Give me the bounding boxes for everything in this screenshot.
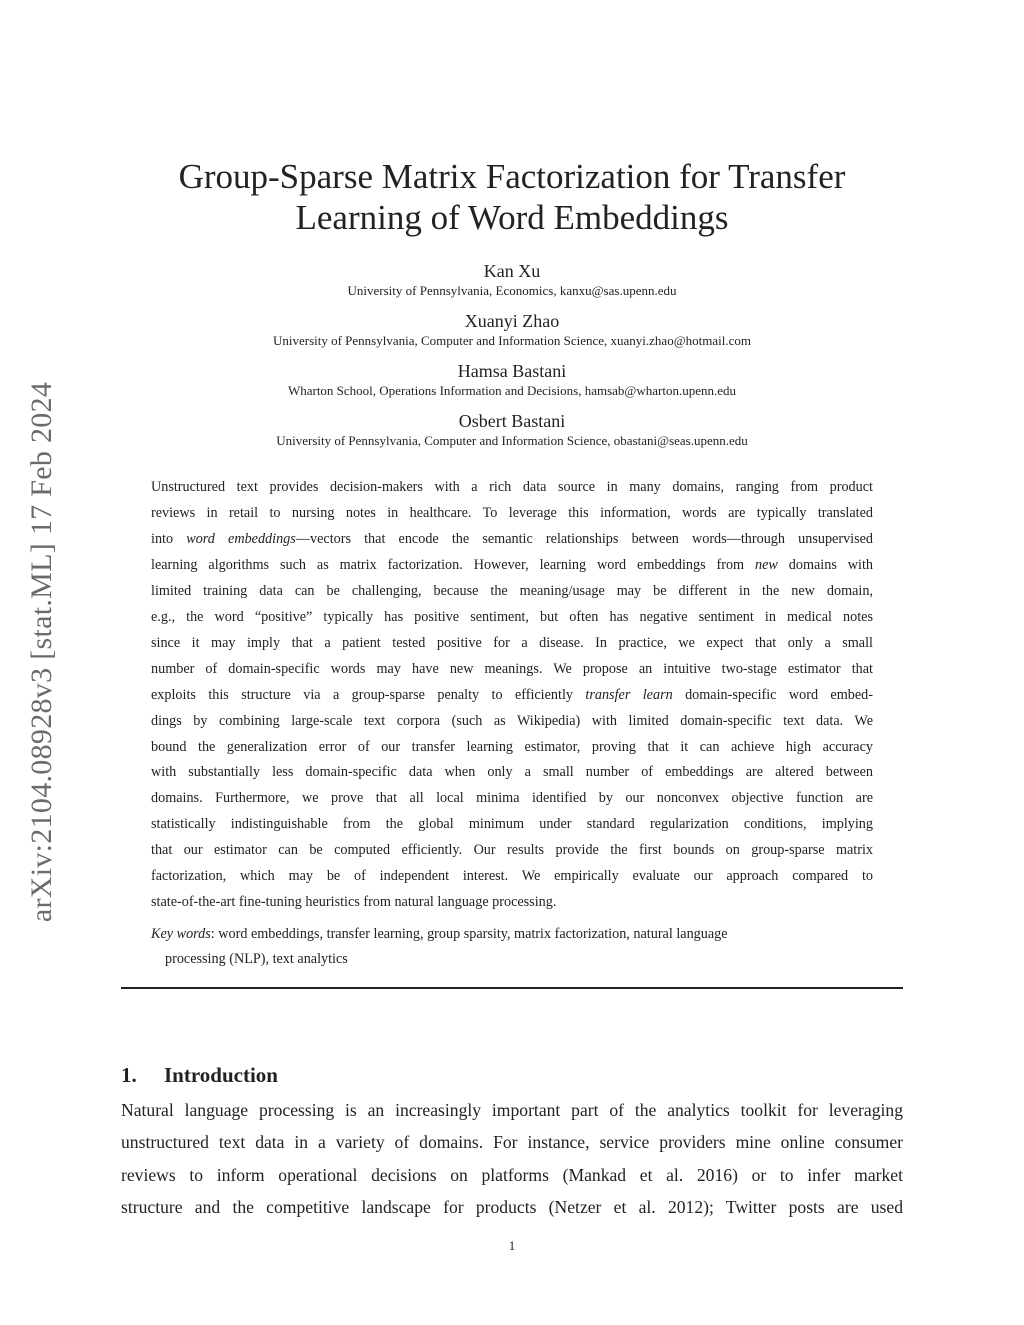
keywords-label: Key words [151, 926, 211, 942]
abstract-emphasis: transfer learn [585, 686, 673, 703]
section-heading [121, 1062, 278, 1088]
abstract-line: since it may imply that a patient tested positive for a disease. In practice, we expect that only a small [151, 634, 873, 651]
abstract-line-text: into [151, 530, 187, 547]
abstract-line: statistically indistinguishable from the global minimum under standard regularization conditions, implying [151, 816, 873, 833]
author-affiliation: University of Pennsylvania, Economics, kanxu@sas.upenn.edu [347, 283, 677, 298]
abstract-line [151, 553, 873, 579]
abstract-line-text: domains with [777, 556, 873, 573]
author-entry [0, 360, 1024, 399]
abstract-line: state-of-the-art fine-tuning heuristics from natural language processing. [151, 894, 557, 911]
body-line: structure and the competitive landscape for products (Netzer et al. 2012); Twitter posts are used [121, 1196, 903, 1217]
keywords-text: : word embeddings, transfer learning, group sparsity, matrix factorization, natural language [210, 926, 728, 942]
author-affiliation: Wharton School, Operations Information and Decisions, hamsab@wharton.upenn.edu [287, 383, 737, 398]
keywords-line [151, 922, 873, 947]
author-name: Kan Xu [483, 261, 541, 281]
abstract-line: reviews in retail to nursing notes in healthcare. To leverage this information, words are typically translated [151, 504, 873, 521]
abstract-line: factorization, which may be of independent interest. We empirically evaluate our approach compared to [151, 868, 873, 885]
author-affiliation: University of Pennsylvania, Computer and Information Science, xuanyi.zhao@hotmail.com [272, 333, 752, 348]
abstract-emphasis: new [755, 556, 778, 573]
abstract-line: that our estimator can be computed efficiently. Our results provide the first bounds on group-sparse matrix [151, 842, 873, 859]
abstract-line: e.g., the word “positive” typically has positive sentiment, but often has negative sentiment in medical notes [151, 608, 873, 625]
abstract-line-text: domain-specific word embed- [672, 686, 873, 703]
abstract-line: bound the generalization error of our transfer learning estimator, proving that it can achieve high accuracy [151, 738, 873, 755]
section-title: Introduction [164, 1063, 278, 1087]
abstract-line: Unstructured text provides decision-makers with a rich data source in many domains, ranging from product [151, 479, 873, 495]
abstract-line [151, 527, 873, 553]
abstract-line: with substantially less domain-specific data when only a small number of embeddings are altered between [151, 764, 873, 781]
abstract-line-text: exploits this structure via a group-sparse penalty to efficiently [151, 686, 586, 703]
arxiv-identifier-stamp: arXiv:2104.08928v3 [stat.ML] 17 Feb 2024 [25, 381, 58, 923]
abstract-line-text: —vectors that encode the semantic relationships between words—through unsupervised [295, 530, 874, 547]
abstract-line: domains. Furthermore, we prove that all local minima identified by our nonconvex objective function are [151, 790, 873, 807]
body-line: unstructured text data in a variety of domains. For instance, service providers mine online consumer [121, 1132, 903, 1153]
author-name: Xuanyi Zhao [464, 311, 560, 331]
body-line: reviews to inform operational decisions on platforms (Mankad et al. 2016) or to infer market [121, 1164, 903, 1185]
author-name: Hamsa Bastani [457, 361, 567, 381]
abstract-emphasis: word embeddings [186, 530, 296, 547]
title-line-2: Learning of Word Embeddings [295, 198, 729, 237]
author-name: Osbert Bastani [458, 411, 566, 431]
abstract-line: number of domain-specific words may have new meanings. We propose an intuitive two-stage estimator that [151, 660, 873, 677]
author-affiliation: University of Pennsylvania, Computer and Information Science, obastani@seas.upenn.edu [276, 433, 748, 448]
paper-title [0, 156, 1024, 238]
abstract-line-text: learning algorithms such as matrix factorization. However, learning word embeddings from [151, 556, 755, 573]
author-block [0, 260, 1024, 460]
title-line-1: Group-Sparse Matrix Factorization for Transfer [178, 157, 846, 196]
abstract-line: dings by combining large-scale text corpora (such as Wikipedia) with limited domain-specific text data. We [151, 712, 873, 729]
keywords-line: processing (NLP), text analytics [165, 951, 348, 967]
abstract-line [151, 683, 873, 709]
abstract [151, 475, 873, 916]
page-number: 1 [508, 1238, 516, 1253]
author-entry [0, 310, 1024, 349]
author-entry [0, 410, 1024, 449]
body-line: Natural language processing is an increasingly important part of the analytics toolkit for leveraging [121, 1100, 903, 1120]
keywords [151, 922, 873, 972]
abstract-line: limited training data can be challenging, because the meaning/usage may be different in the new domain, [151, 582, 873, 599]
introduction-paragraph [121, 1094, 903, 1223]
section-number: 1. [121, 1063, 137, 1087]
horizontal-rule [121, 987, 903, 989]
author-entry [0, 260, 1024, 299]
